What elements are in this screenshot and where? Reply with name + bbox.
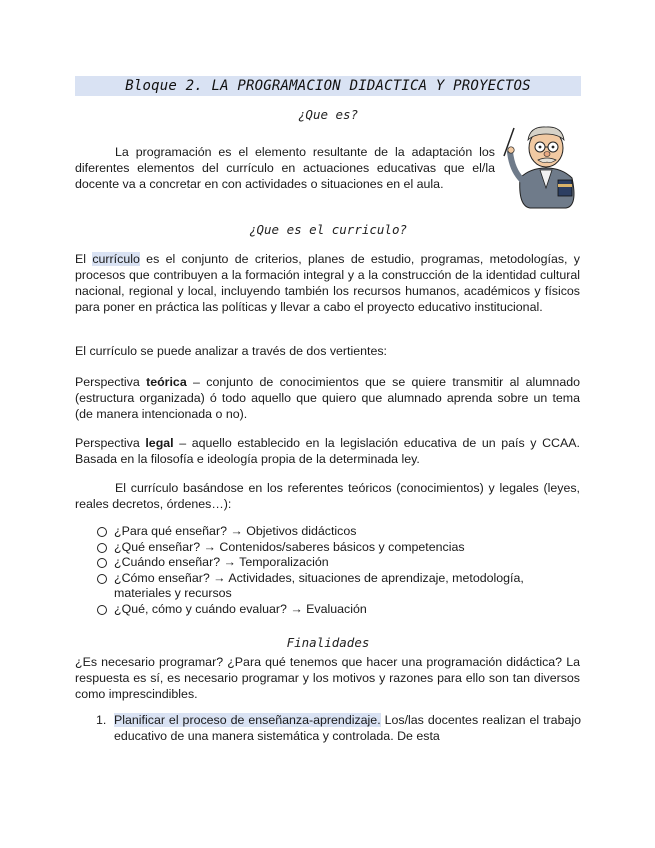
page-title: Bloque 2. LA PROGRAMACION DIDACTICA Y PROYECTOS xyxy=(75,76,581,96)
p3-lead: Perspectiva xyxy=(75,375,147,389)
perspectiva-legal-paragraph xyxy=(75,435,580,467)
list-item-text: ¿Para qué enseñar? → Objetivos didácticos xyxy=(114,524,357,538)
p4-rest: – aquello establecido en la legislación educativa de un país y CCAA. Basada en la filosofía e ideología propia de la determinada ley. xyxy=(75,436,580,466)
referentes-paragraph: El currículo basándose en los referentes teóricos (conocimientos) y legales (leyes, reales decretos, órdenes…): xyxy=(75,481,580,511)
list-item-text: ¿Qué, cómo y cuándo evaluar? → Evaluación xyxy=(114,601,367,616)
finalidades-numbered-list xyxy=(96,712,581,744)
section-heading-curriculo: ¿Que es el curriculo? xyxy=(248,222,408,237)
section-heading-que-es: ¿Que es? xyxy=(297,107,359,122)
p4-lead: Perspectiva xyxy=(75,436,146,450)
list-item xyxy=(97,555,582,571)
bullet-circle-icon xyxy=(97,527,107,537)
list-item xyxy=(96,712,581,744)
que-es-paragraph: La programación es el elemento resultante de la adaptación los diferentes elementos del currículo en actuaciones educativas que el/la docente va a concretar en con actividades o situaciones en el aula. xyxy=(75,145,495,191)
finalidades-paragraph: ¿Es necesario programar? ¿Para qué tenemos que hacer una programación didáctica? La respuesta es sí, es necesario programar y los motivos y razones para ello son tan diversos como imprescindibles. xyxy=(75,655,580,701)
list-item xyxy=(97,540,582,556)
p3-rest: – conjunto de conocimientos que se quiere transmitir al alumnado (estructura organizada) ó todo aquello que quiero que alumnado aprenda sobre un tema (de manera intencionada o no). xyxy=(75,375,580,421)
bullet-circle-icon xyxy=(97,543,107,553)
bullet-circle-icon xyxy=(97,574,107,584)
p1-lead: El xyxy=(75,252,93,266)
perspectiva-teorica-paragraph xyxy=(75,374,580,422)
teacher-with-pointer-icon xyxy=(500,118,582,210)
highlighted-curriculo-term: currículo xyxy=(92,252,140,266)
list-item xyxy=(97,602,582,618)
curriculo-questions-list xyxy=(97,524,582,617)
vertientes-paragraph: El currículo se puede analizar a través de dos vertientes: xyxy=(75,344,387,358)
list-item-number: 1. xyxy=(96,713,107,727)
p4-bold: legal xyxy=(145,436,174,450)
list-item-text: ¿Cuándo enseñar? → Temporalización xyxy=(114,555,329,569)
section-heading-finalidades: Finalidades xyxy=(286,635,370,650)
bullet-circle-icon xyxy=(97,605,107,615)
list-item-text: ¿Cómo enseñar? → Actividades, situaciones de aprendizaje, metodología, materiales y recursos xyxy=(114,570,524,600)
bullet-circle-icon xyxy=(97,558,107,568)
list-item-text: Los/las docentes realizan el trabajo educativo de una manera sistemática y controlada. De esta xyxy=(114,713,581,743)
list-item xyxy=(97,571,582,602)
p3-bold: teórica xyxy=(146,375,187,389)
list-item-text: ¿Qué enseñar? → Contenidos/saberes básicos y competencias xyxy=(114,539,465,554)
curriculo-definition-paragraph xyxy=(75,251,580,315)
highlighted-item-title: Planificar el proceso de enseñanza-aprendizaje. xyxy=(114,713,381,727)
list-item xyxy=(97,524,582,540)
p1-rest: es el conjunto de criterios, planes de estudio, programas, metodologías, y procesos que contribuyen a la formación integral y a la construcción de la identidad cultural nacional, regional y local, incluyendo también los recursos humanos, académicos y físicos para poner en práctica las políticas y llevar a cabo el proyecto educativo institucional. xyxy=(75,252,580,314)
